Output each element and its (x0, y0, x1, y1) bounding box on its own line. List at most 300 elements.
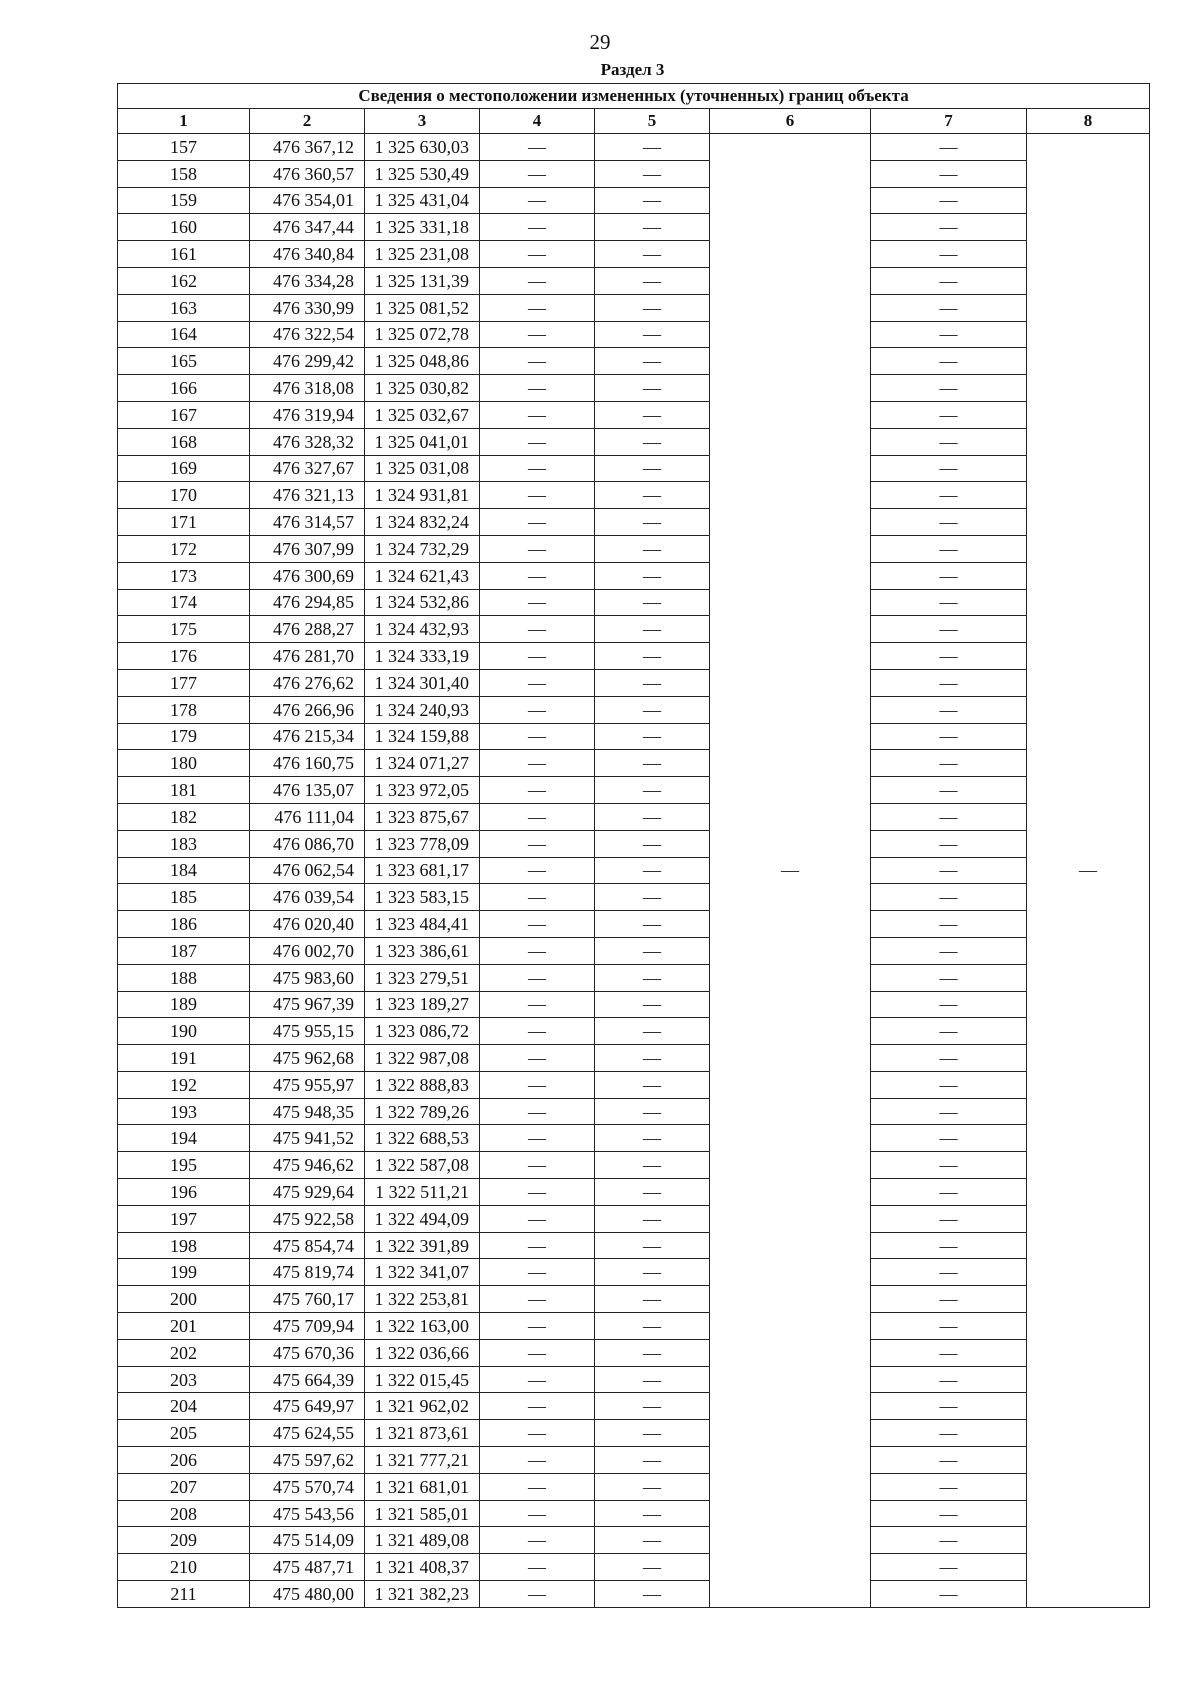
coord-y-cell: 1 323 086,72 (365, 1018, 480, 1045)
col7-cell: — (871, 1205, 1027, 1232)
table-row (118, 241, 1150, 268)
col4-cell: — (480, 803, 595, 830)
col5-cell: — (595, 187, 710, 214)
coord-y-cell: 1 324 240,93 (365, 696, 480, 723)
col7-cell: — (871, 1581, 1027, 1608)
table-row (118, 1554, 1150, 1581)
col7-cell: — (871, 214, 1027, 241)
col5-cell: — (595, 857, 710, 884)
col7-cell: — (871, 1125, 1027, 1152)
point-number-cell: 157 (118, 134, 250, 161)
col4-cell: — (480, 1447, 595, 1474)
coord-x-cell: 475 664,39 (250, 1366, 365, 1393)
col4-cell: — (480, 1071, 595, 1098)
col4-cell: — (480, 562, 595, 589)
coord-x-cell: 475 929,64 (250, 1179, 365, 1206)
coord-y-cell: 1 323 484,41 (365, 911, 480, 938)
coord-y-cell: 1 322 163,00 (365, 1313, 480, 1340)
col7-cell: — (871, 401, 1027, 428)
table-row (118, 803, 1150, 830)
coord-x-cell: 476 319,94 (250, 401, 365, 428)
point-number-cell: 207 (118, 1473, 250, 1500)
col4-cell: — (480, 937, 595, 964)
column-number-8: 8 (1027, 109, 1150, 134)
coord-x-cell: 476 020,40 (250, 911, 365, 938)
col4-cell: — (480, 1393, 595, 1420)
table-row (118, 562, 1150, 589)
coord-x-cell: 475 854,74 (250, 1232, 365, 1259)
table-row (118, 1286, 1150, 1313)
col7-cell: — (871, 964, 1027, 991)
coord-y-cell: 1 322 511,21 (365, 1179, 480, 1206)
col5-cell: — (595, 348, 710, 375)
col7-cell: — (871, 482, 1027, 509)
point-number-cell: 165 (118, 348, 250, 375)
column-number-4: 4 (480, 109, 595, 134)
col4-cell: — (480, 321, 595, 348)
col5-cell: — (595, 669, 710, 696)
col7-cell: — (871, 857, 1027, 884)
column-number-row (118, 109, 1150, 134)
coord-x-cell: 476 294,85 (250, 589, 365, 616)
col4-cell: — (480, 1098, 595, 1125)
col4-cell: — (480, 1313, 595, 1340)
col7-cell: — (871, 1366, 1027, 1393)
coord-y-cell: 1 321 873,61 (365, 1420, 480, 1447)
point-number-cell: 166 (118, 375, 250, 402)
col7-cell: — (871, 134, 1027, 161)
table-row (118, 187, 1150, 214)
col4-cell: — (480, 1473, 595, 1500)
col7-cell: — (871, 937, 1027, 964)
coord-x-cell: 475 624,55 (250, 1420, 365, 1447)
coord-y-cell: 1 322 494,09 (365, 1205, 480, 1232)
col5-cell: — (595, 723, 710, 750)
point-number-cell: 161 (118, 241, 250, 268)
col5-cell: — (595, 777, 710, 804)
col5-cell: — (595, 1581, 710, 1608)
coord-x-cell: 475 597,62 (250, 1447, 365, 1474)
col7-cell: — (871, 321, 1027, 348)
col7-cell: — (871, 294, 1027, 321)
table-row (118, 1205, 1150, 1232)
coord-x-cell: 476 321,13 (250, 482, 365, 509)
table-row (118, 509, 1150, 536)
col4-cell: — (480, 1500, 595, 1527)
coord-x-cell: 476 318,08 (250, 375, 365, 402)
col4-cell: — (480, 1232, 595, 1259)
coord-y-cell: 1 321 777,21 (365, 1447, 480, 1474)
col5-cell: — (595, 267, 710, 294)
col5-cell: — (595, 616, 710, 643)
col5-cell: — (595, 134, 710, 161)
table-row (118, 214, 1150, 241)
col5-cell: — (595, 1420, 710, 1447)
col4-cell: — (480, 509, 595, 536)
col4-cell: — (480, 535, 595, 562)
col7-cell: — (871, 616, 1027, 643)
coord-y-cell: 1 325 048,86 (365, 348, 480, 375)
col5-cell: — (595, 964, 710, 991)
table-row (118, 723, 1150, 750)
coord-x-cell: 476 300,69 (250, 562, 365, 589)
col5-cell: — (595, 884, 710, 911)
col7-cell: — (871, 1232, 1027, 1259)
coord-x-cell: 476 002,70 (250, 937, 365, 964)
point-number-cell: 184 (118, 857, 250, 884)
point-number-cell: 177 (118, 669, 250, 696)
col4-cell: — (480, 1045, 595, 1072)
col4-cell: — (480, 401, 595, 428)
point-number-cell: 199 (118, 1259, 250, 1286)
coord-x-cell: 476 281,70 (250, 643, 365, 670)
coord-y-cell: 1 325 231,08 (365, 241, 480, 268)
point-number-cell: 158 (118, 160, 250, 187)
table-row (118, 1071, 1150, 1098)
col7-cell: — (871, 1152, 1027, 1179)
coord-y-cell: 1 322 253,81 (365, 1286, 480, 1313)
point-number-cell: 173 (118, 562, 250, 589)
col4-cell: — (480, 455, 595, 482)
point-number-cell: 182 (118, 803, 250, 830)
col7-cell: — (871, 241, 1027, 268)
col7-cell: — (871, 1447, 1027, 1474)
table-row (118, 1473, 1150, 1500)
col4-cell: — (480, 482, 595, 509)
coord-y-cell: 1 322 391,89 (365, 1232, 480, 1259)
coord-y-cell: 1 323 583,15 (365, 884, 480, 911)
coord-x-cell: 476 062,54 (250, 857, 365, 884)
col4-cell: — (480, 1259, 595, 1286)
point-number-cell: 198 (118, 1232, 250, 1259)
coord-y-cell: 1 323 189,27 (365, 991, 480, 1018)
col4-cell: — (480, 187, 595, 214)
coord-y-cell: 1 325 041,01 (365, 428, 480, 455)
coord-x-cell: 475 941,52 (250, 1125, 365, 1152)
table-row (118, 375, 1150, 402)
coord-x-cell: 475 543,56 (250, 1500, 365, 1527)
coord-y-cell: 1 324 732,29 (365, 535, 480, 562)
column-number-3: 3 (365, 109, 480, 134)
col7-cell: — (871, 1259, 1027, 1286)
coord-x-cell: 475 962,68 (250, 1045, 365, 1072)
coord-x-cell: 475 649,97 (250, 1393, 365, 1420)
col5-cell: — (595, 428, 710, 455)
col4-cell: — (480, 1179, 595, 1206)
point-number-cell: 189 (118, 991, 250, 1018)
table-row (118, 884, 1150, 911)
col7-cell: — (871, 777, 1027, 804)
coord-x-cell: 476 288,27 (250, 616, 365, 643)
table-caption: Сведения о местоположении измененных (уточненных) границ объекта (118, 84, 1150, 109)
col5-cell: — (595, 535, 710, 562)
point-number-cell: 172 (118, 535, 250, 562)
table-row (118, 321, 1150, 348)
table-row (118, 937, 1150, 964)
col5-cell: — (595, 562, 710, 589)
col4-cell: — (480, 589, 595, 616)
col5-cell: — (595, 1313, 710, 1340)
point-number-cell: 192 (118, 1071, 250, 1098)
table-row (118, 535, 1150, 562)
col7-cell: — (871, 562, 1027, 589)
coord-y-cell: 1 324 159,88 (365, 723, 480, 750)
coord-y-cell: 1 325 031,08 (365, 455, 480, 482)
coord-y-cell: 1 322 789,26 (365, 1098, 480, 1125)
col5-cell: — (595, 937, 710, 964)
col4-cell: — (480, 348, 595, 375)
col7-cell: — (871, 348, 1027, 375)
point-number-cell: 200 (118, 1286, 250, 1313)
coord-y-cell: 1 323 386,61 (365, 937, 480, 964)
col7-cell: — (871, 1420, 1027, 1447)
col5-cell: — (595, 1286, 710, 1313)
col5-cell: — (595, 1018, 710, 1045)
coord-y-cell: 1 322 015,45 (365, 1366, 480, 1393)
col4-cell: — (480, 160, 595, 187)
col5-cell: — (595, 1447, 710, 1474)
table-row (118, 294, 1150, 321)
coord-y-cell: 1 325 431,04 (365, 187, 480, 214)
coord-y-cell: 1 323 279,51 (365, 964, 480, 991)
section-title: Раздел 3 (600, 60, 665, 79)
point-number-cell: 204 (118, 1393, 250, 1420)
col4-cell: — (480, 857, 595, 884)
table-row (118, 1313, 1150, 1340)
coord-y-cell: 1 322 987,08 (365, 1045, 480, 1072)
coord-x-cell: 475 487,71 (250, 1554, 365, 1581)
point-number-cell: 191 (118, 1045, 250, 1072)
table-row (118, 1500, 1150, 1527)
col5-cell: — (595, 991, 710, 1018)
col7-cell: — (871, 1393, 1027, 1420)
coord-y-cell: 1 322 341,07 (365, 1259, 480, 1286)
table-row (118, 964, 1150, 991)
coord-x-cell: 475 922,58 (250, 1205, 365, 1232)
point-number-cell: 197 (118, 1205, 250, 1232)
col6-merged-cell: — (710, 134, 871, 1608)
col4-cell: — (480, 375, 595, 402)
coord-x-cell: 475 955,15 (250, 1018, 365, 1045)
col7-cell: — (871, 1339, 1027, 1366)
coord-x-cell: 476 322,54 (250, 321, 365, 348)
coord-x-cell: 475 967,39 (250, 991, 365, 1018)
table-row (118, 857, 1150, 884)
coord-y-cell: 1 321 408,37 (365, 1554, 480, 1581)
coord-x-cell: 475 709,94 (250, 1313, 365, 1340)
coord-x-cell: 475 480,00 (250, 1581, 365, 1608)
col4-cell: — (480, 1339, 595, 1366)
coord-y-cell: 1 325 131,39 (365, 267, 480, 294)
col4-cell: — (480, 643, 595, 670)
coord-y-cell: 1 324 432,93 (365, 616, 480, 643)
col5-cell: — (595, 1232, 710, 1259)
col5-cell: — (595, 1393, 710, 1420)
table-row (118, 134, 1150, 161)
point-number-cell: 211 (118, 1581, 250, 1608)
col5-cell: — (595, 321, 710, 348)
column-number-5: 5 (595, 109, 710, 134)
col7-cell: — (871, 267, 1027, 294)
col4-cell: — (480, 1205, 595, 1232)
coord-x-cell: 475 819,74 (250, 1259, 365, 1286)
coord-y-cell: 1 321 962,02 (365, 1393, 480, 1420)
col5-cell: — (595, 375, 710, 402)
coord-y-cell: 1 323 778,09 (365, 830, 480, 857)
point-number-cell: 210 (118, 1554, 250, 1581)
point-number-cell: 186 (118, 911, 250, 938)
col5-cell: — (595, 482, 710, 509)
col7-cell: — (871, 991, 1027, 1018)
col4-cell: — (480, 241, 595, 268)
table-row (118, 1179, 1150, 1206)
point-number-cell: 164 (118, 321, 250, 348)
column-number-7: 7 (871, 109, 1027, 134)
point-number-cell: 188 (118, 964, 250, 991)
table-row (118, 1339, 1150, 1366)
col5-cell: — (595, 1366, 710, 1393)
col7-cell: — (871, 1018, 1027, 1045)
table-row (118, 991, 1150, 1018)
col4-cell: — (480, 294, 595, 321)
table-body (118, 134, 1150, 1608)
col4-cell: — (480, 723, 595, 750)
coord-y-cell: 1 322 036,66 (365, 1339, 480, 1366)
table-row (118, 160, 1150, 187)
table-row (118, 830, 1150, 857)
coord-y-cell: 1 323 875,67 (365, 803, 480, 830)
table-row (118, 669, 1150, 696)
col7-cell: — (871, 1554, 1027, 1581)
col5-cell: — (595, 589, 710, 616)
point-number-cell: 160 (118, 214, 250, 241)
col5-cell: — (595, 1259, 710, 1286)
col7-cell: — (871, 1473, 1027, 1500)
point-number-cell: 167 (118, 401, 250, 428)
col4-cell: — (480, 428, 595, 455)
col4-cell: — (480, 267, 595, 294)
coord-y-cell: 1 324 333,19 (365, 643, 480, 670)
table-row (118, 1447, 1150, 1474)
point-number-cell: 206 (118, 1447, 250, 1474)
column-number-6: 6 (710, 109, 871, 134)
table-row (118, 428, 1150, 455)
table-row (118, 401, 1150, 428)
table-row (118, 348, 1150, 375)
point-number-cell: 181 (118, 777, 250, 804)
coord-x-cell: 476 299,42 (250, 348, 365, 375)
table-row (118, 1045, 1150, 1072)
table-row (118, 1527, 1150, 1554)
point-number-cell: 201 (118, 1313, 250, 1340)
point-number-cell: 168 (118, 428, 250, 455)
col4-cell: — (480, 1018, 595, 1045)
table-row (118, 696, 1150, 723)
coord-x-cell: 476 354,01 (250, 187, 365, 214)
col7-cell: — (871, 535, 1027, 562)
table-row (118, 589, 1150, 616)
table-row (118, 750, 1150, 777)
col4-cell: — (480, 830, 595, 857)
coord-x-cell: 476 111,04 (250, 803, 365, 830)
col5-cell: — (595, 1098, 710, 1125)
point-number-cell: 163 (118, 294, 250, 321)
col7-cell: — (871, 1527, 1027, 1554)
coord-x-cell: 476 135,07 (250, 777, 365, 804)
table-row (118, 1018, 1150, 1045)
col7-cell: — (871, 1179, 1027, 1206)
point-number-cell: 176 (118, 643, 250, 670)
col7-cell: — (871, 1500, 1027, 1527)
col5-cell: — (595, 1179, 710, 1206)
point-number-cell: 208 (118, 1500, 250, 1527)
col4-cell: — (480, 214, 595, 241)
coord-y-cell: 1 323 681,17 (365, 857, 480, 884)
table-row (118, 1125, 1150, 1152)
coord-x-cell: 475 955,97 (250, 1071, 365, 1098)
point-number-cell: 205 (118, 1420, 250, 1447)
coord-x-cell: 476 360,57 (250, 160, 365, 187)
col5-cell: — (595, 294, 710, 321)
table-row (118, 1152, 1150, 1179)
col7-cell: — (871, 187, 1027, 214)
coord-x-cell: 475 760,17 (250, 1286, 365, 1313)
coord-x-cell: 476 328,32 (250, 428, 365, 455)
point-number-cell: 179 (118, 723, 250, 750)
coord-x-cell: 476 340,84 (250, 241, 365, 268)
col5-cell: — (595, 214, 710, 241)
col4-cell: — (480, 777, 595, 804)
point-number-cell: 170 (118, 482, 250, 509)
col5-cell: — (595, 509, 710, 536)
coord-y-cell: 1 324 832,24 (365, 509, 480, 536)
col7-cell: — (871, 669, 1027, 696)
col4-cell: — (480, 964, 595, 991)
coord-x-cell: 476 215,34 (250, 723, 365, 750)
point-number-cell: 194 (118, 1125, 250, 1152)
coord-x-cell: 475 670,36 (250, 1339, 365, 1366)
col7-cell: — (871, 1098, 1027, 1125)
coord-y-cell: 1 325 032,67 (365, 401, 480, 428)
col7-cell: — (871, 643, 1027, 670)
col4-cell: — (480, 696, 595, 723)
page-number: 29 (589, 30, 611, 54)
col5-cell: — (595, 1339, 710, 1366)
table-row (118, 911, 1150, 938)
column-number-1: 1 (118, 109, 250, 134)
coord-y-cell: 1 325 530,49 (365, 160, 480, 187)
point-number-cell: 209 (118, 1527, 250, 1554)
point-number-cell: 174 (118, 589, 250, 616)
col5-cell: — (595, 803, 710, 830)
table-row (118, 1366, 1150, 1393)
point-number-cell: 183 (118, 830, 250, 857)
point-number-cell: 196 (118, 1179, 250, 1206)
coord-x-cell: 475 983,60 (250, 964, 365, 991)
coord-x-cell: 475 514,09 (250, 1527, 365, 1554)
col4-cell: — (480, 1286, 595, 1313)
col4-cell: — (480, 884, 595, 911)
col5-cell: — (595, 643, 710, 670)
point-number-cell: 185 (118, 884, 250, 911)
coord-y-cell: 1 324 301,40 (365, 669, 480, 696)
coord-y-cell: 1 324 931,81 (365, 482, 480, 509)
col7-cell: — (871, 696, 1027, 723)
point-number-cell: 202 (118, 1339, 250, 1366)
col7-cell: — (871, 509, 1027, 536)
col7-cell: — (871, 1313, 1027, 1340)
table-row (118, 643, 1150, 670)
